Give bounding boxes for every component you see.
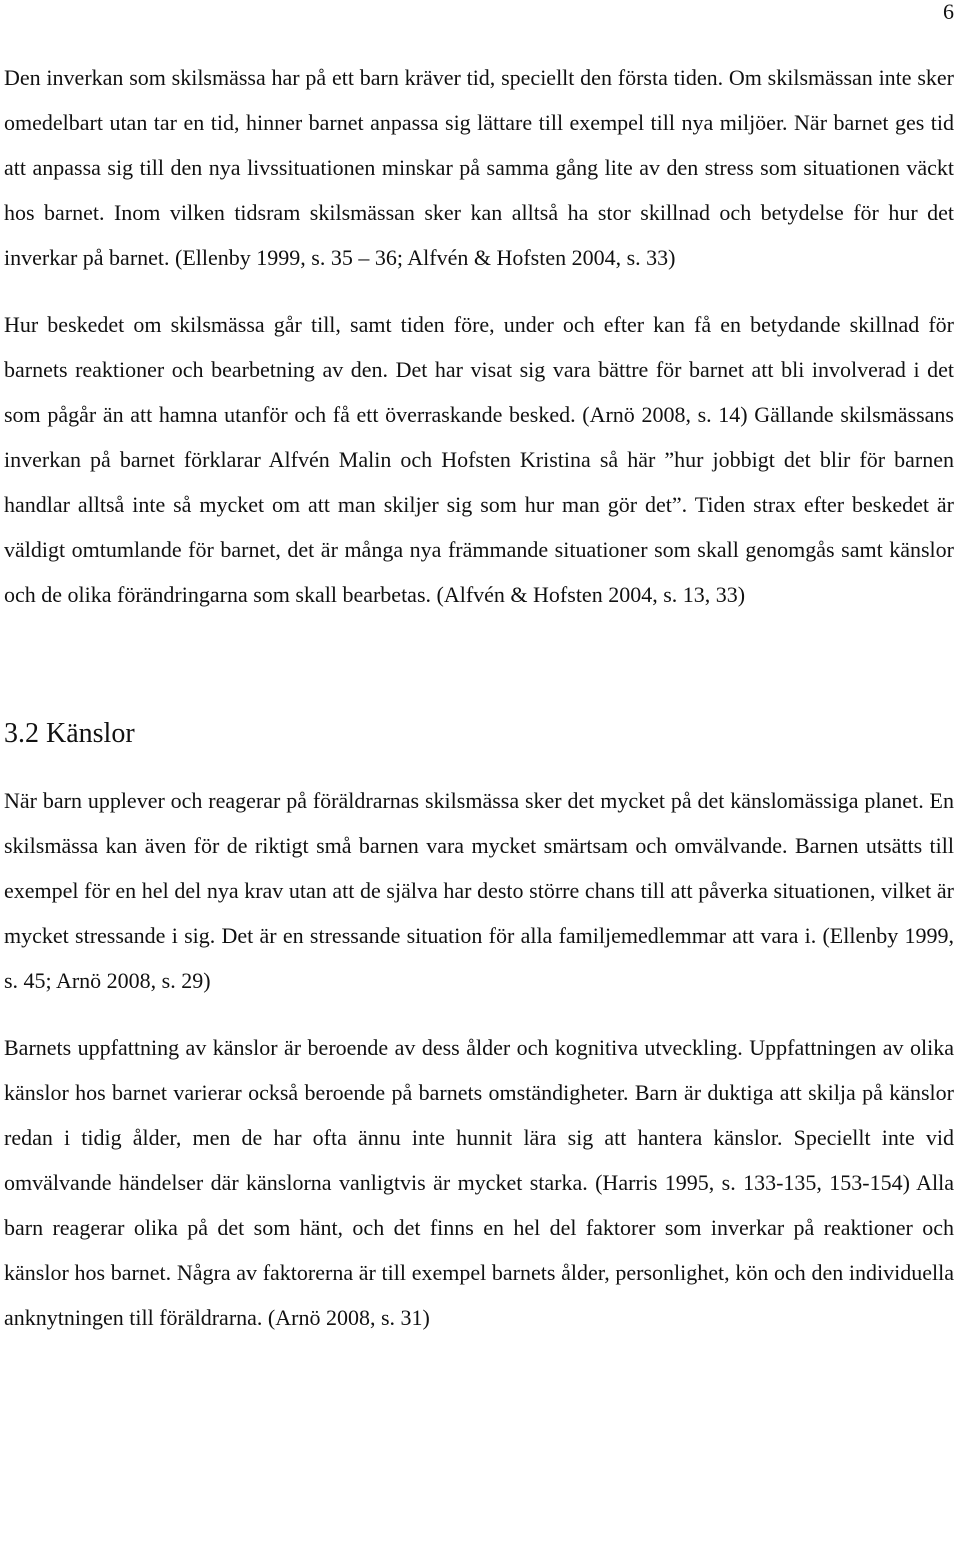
page-number: 6 [943,0,954,24]
paragraph-kanslomassiga: När barn upplever och reagerar på föräldrarnas skilsmässa sker det mycket på det känslomässiga planet. En skilsmässa kan även för de riktigt små barnen vara mycket smärtsam och omvälvande. Barnen utsätts till exempel för en hel del nya krav utan att de själva har desto större chans till att påverka situationen, vilket är mycket stressande i sig. Det är en stressande situation för alla familjemedlemmar att vara i. (Ellenby 1999, s. 45; Arnö 2008, s. 29) [4,788,954,993]
document-body [4,55,954,1340]
paragraph-skilsmassa-tid: Den inverkan som skilsmässa har på ett barn kräver tid, speciellt den första tiden. Om skilsmässan inte sker omedelbart utan tar en tid, hinner barnet anpassa sig lättare till exempel till nya miljöer. När barnet ges tid att anpassa sig till den nya livssituationen minskar på samma gång lite av den stress som situationen väckt hos barnet. Inom vilken tidsram skilsmässan sker kan alltså ha stor skillnad och betydelse för hur det inverkar på barnet. (Ellenby 1999, s. 35 – 36; Alfvén & Hofsten 2004, s. 33) [4,65,954,270]
paragraph-uppfattning: Barnets uppfattning av känslor är beroende av dess ålder och kognitiva utveckling. Uppfattningen av olika känslor hos barnet varierar också beroende på barnets omständigheter. Barn är duktiga att skilja på känslor redan i tidig ålder, men de har ofta ännu inte hunnit lära sig att hantera känslor. Speciellt inte vid omvälvande händelser där känslorna vanligtvis är mycket starka. (Harris 1995, s. 133-135, 153-154) Alla barn reagerar olika på det som hänt, och det finns en hel del faktorer som inverkar på reaktioner och känslor hos barnet. Några av faktorerna är till exempel barnets ålder, personlighet, kön och den individuella anknytningen till föräldrarna. (Arnö 2008, s. 31) [4,1035,954,1330]
section-heading-kanslor: 3.2 Känslor [4,718,135,749]
paragraph-beskedet: Hur beskedet om skilsmässa går till, samt tiden före, under och efter kan få en betydande skillnad för barnets reaktioner och bearbetning av den. Det har visat sig vara bättre för barnet att bli involverad i det som pågår än att hamna utanför och få ett överraskande besked. (Arnö 2008, s. 14) Gällande skilsmässans inverkan på barnet förklarar Alfvén Malin och Hofsten Kristina så här ”hur jobbigt det blir för barnen handlar alltså inte så mycket om att man skiljer sig som hur man gör det”. Tiden strax efter beskedet är väldigt omtumlande för barnet, det är många nya främmande situationer som skall genomgås samt känslor och de olika förändringarna som skall bearbetas. (Alfvén & Hofsten 2004, s. 13, 33) [4,312,954,607]
